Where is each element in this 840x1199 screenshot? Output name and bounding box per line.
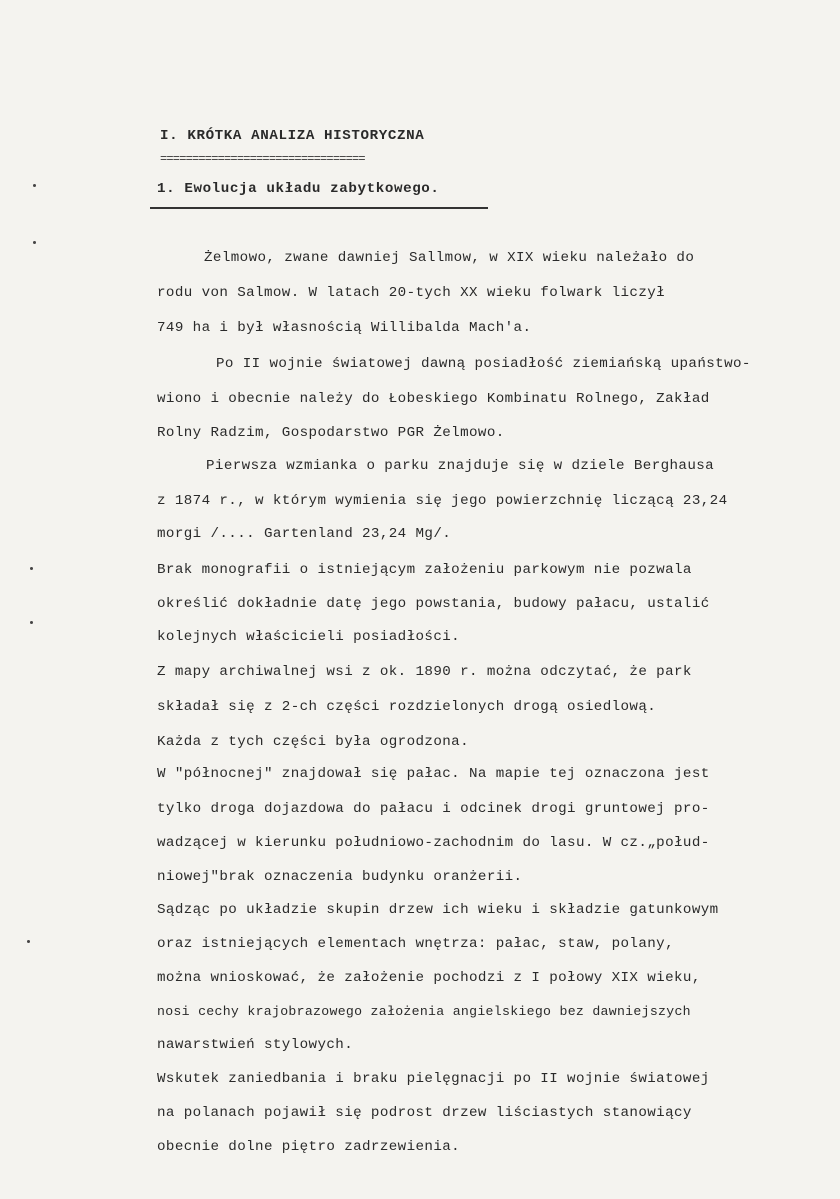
paragraph-line: Brak monografii o istniejącym założeniu parkowym nie pozwala: [157, 562, 692, 578]
paragraph-line: rodu von Salmow. W latach 20-tych XX wieku folwark liczył: [157, 285, 666, 301]
paragraph-line: nosi cechy krajobrazowego założenia angielskiego bez dawniejszych: [157, 1004, 691, 1019]
margin-mark: [33, 184, 36, 187]
paragraph-line: można wnioskować, że założenie pochodzi z I połowy XIX wieku,: [157, 970, 701, 986]
paragraph-line: tylko droga dojazdowa do pałacu i odcinek drogi gruntowej pro-: [157, 801, 710, 817]
margin-mark: [33, 241, 36, 244]
paragraph-line: składał się z 2-ch części rozdzielonych drogą osiedlową.: [157, 699, 657, 715]
paragraph-line: z 1874 r., w którym wymienia się jego powierzchnię liczącą 23,24: [157, 493, 728, 509]
paragraph-line: Pierwsza wzmianka o parku znajduje się w dziele Berghausa: [206, 458, 715, 474]
paragraph-line: obecnie dolne piętro zadrzewienia.: [157, 1139, 461, 1155]
paragraph-line: Wskutek zaniedbania i braku pielęgnacji po II wojnie światowej: [157, 1071, 710, 1087]
chapter-title: I. KRÓTKA ANALIZA HISTORYCZNA: [160, 128, 425, 144]
paragraph-line: Sądząc po układzie skupin drzew ich wieku i składzie gatunkowym: [157, 902, 719, 918]
margin-mark: [27, 940, 30, 943]
paragraph-line: oraz istniejących elementach wnętrza: pałac, staw, polany,: [157, 936, 675, 952]
paragraph-line: na polanach pojawił się podrost drzew liściastych stanowiący: [157, 1105, 692, 1121]
section-title-underline: [150, 207, 488, 209]
margin-mark: [30, 621, 33, 624]
paragraph-line: W "północnej" znajdował się pałac. Na mapie tej oznaczona jest: [157, 766, 710, 782]
paragraph-line: 749 ha i był własnością Willibalda Mach'a.: [157, 320, 532, 336]
paragraph-line: niowej"brak oznaczenia budynku oranżerii.: [157, 869, 523, 885]
paragraph-line: wiono i obecnie należy do Łobeskiego Kombinatu Rolnego, Zakład: [157, 391, 710, 407]
chapter-title-underline: ================================: [160, 152, 365, 166]
paragraph-line: nawarstwień stylowych.: [157, 1037, 354, 1053]
paragraph-line: Rolny Radzim, Gospodarstwo PGR Żelmowo.: [157, 425, 505, 441]
section-title: 1. Ewolucja układu zabytkowego.: [157, 181, 440, 197]
paragraph-line: kolejnych właścicieli posiadłości.: [157, 629, 461, 645]
paragraph-line: Po II wojnie światowej dawną posiadłość ziemiańską upaństwo-: [216, 356, 751, 372]
paragraph-line: Każda z tych części była ogrodzona.: [157, 734, 469, 750]
paragraph-line: określić dokładnie datę jego powstania, budowy pałacu, ustalić: [157, 596, 710, 612]
paragraph-line: Żelmowo, zwane dawniej Sallmow, w XIX wieku należało do: [204, 250, 695, 266]
margin-mark: [30, 567, 33, 570]
paragraph-line: Z mapy archiwalnej wsi z ok. 1890 r. można odczytać, że park: [157, 664, 692, 680]
paragraph-line: wadzącej w kierunku południowo-zachodnim do lasu. W cz.„połud-: [157, 835, 710, 851]
paragraph-line: morgi /.... Gartenland 23,24 Mg/.: [157, 526, 452, 542]
